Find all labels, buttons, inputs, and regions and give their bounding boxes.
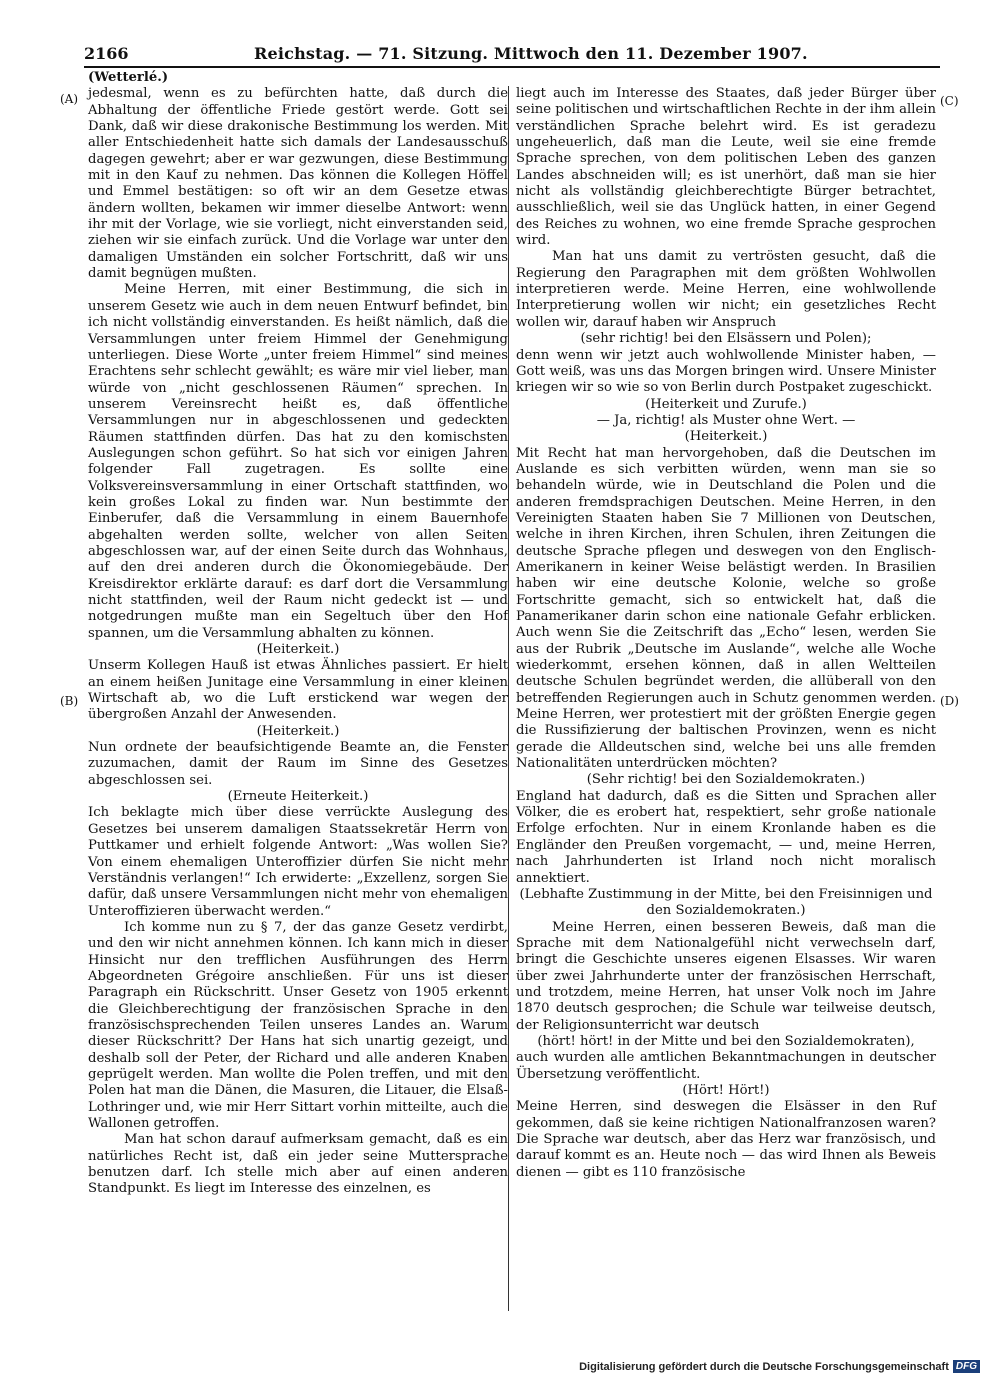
paragraph: jedesmal, wenn es zu befürchten hatte, daß durch die Abhaltung der öffentliche Friede gestört werde. Gott sei Dank, daß wir diese drakonische Bestimmung los werden. Mit aller Entschiedenheit hatte sich damals der Landesausschuß dagegen gewehrt; aber er war gezwungen, diese Bestimmung mit in den Kauf zu nehmen. Das können die Kollegen Höffel und Emmel bestätigen: so oft wir an dem Gesetze etwas ändern wollten, bekamen wir immer dieselbe Antwort: wenn ihr mit der Vorlage, wie sie vorliegt, nicht einverstanden seid, ziehen wir sie einfach zurück. Und die Vorlage war unter den damaligen Umständen ein solcher Fortschritt, daß wir uns damit begnügen mußten. — [88, 86, 508, 282]
page-header — [84, 44, 940, 68]
interjection: (Lebhafte Zustimmung in der Mitte, bei den Freisinnigen und den Sozialdemokraten.) — [519, 886, 933, 919]
paragraph: Ich beklagte mich über diese verrückte Auslegung des Gesetzes bei unserem damaligen Staatssekretär Herrn von Puttkamer und erhielt folgende Antwort: „Was wollen Sie? Von einem ehemaligen Unteroffizier dürfen Sie nicht mehr Verständnis verlangen!“ Ich erwiderte: „Exzellenz, sorgen Sie dafür, daß unsere Versammlungen nicht mehr von ehemaligen Unteroffizieren überwacht werden.“ — [88, 805, 508, 919]
margin-mark-d: (D) — [940, 694, 959, 708]
paragraph: liegt auch im Interesse des Staates, daß jeder Bürger über seine politischen und wirtschaftlichen Rechte in der ihm allein verständlichen Sprache belehrt wird. Es ist geradezu ungeheuerlich, daß man die Leute, weil sie eine fremde Sprache sprechen, von dem politischen Leben des ganzen Landes abschneiden will; es ist unerhört, daß man sie hier nicht als vollständig gleichberechtigte Bürger betrachtet, ausschließlich, weil sie das Unglück hatten, in einer Gegend des Reiches zu wohnen, wo eine fremde Sprache gesprochen wird. — [516, 86, 936, 249]
interjection: (Heiterkeit und Zurufe.) — [645, 396, 807, 412]
dfg-logo: DFG — [953, 1360, 980, 1373]
interjection: — Ja, richtig! als Muster ohne Wert. — — [596, 412, 856, 428]
page-number: 2166 — [84, 44, 129, 63]
margin-mark-c: (C) — [940, 94, 959, 108]
paragraph: Mit Recht hat man hervorgehoben, daß die Deutschen im Auslande es sich verbitten würden, wenn man sie so behandeln würde, wie in Deutschland die Polen und die anderen fremdsprachigen Deutschen. Meine Herren, in den Vereinigten Staaten haben Sie 7 Millionen von Deutschen, welche in ihren Kirchen, ihren Schulen, ihren Zeitungen die deutsche Sprache pflegen und deswegen von den Englisch-Amerikanern in keiner Weise belästigt werden. In Brasilien haben wir eine deutsche Kolonie, welche so große Fortschritte gemacht, sich so entwickelt hat, daß die Panamerikaner darin schon eine nationale Gefahr erblicken. Auch wenn Sie die Zeitschrift das „Echo“ lesen, werden Sie aus der Rubrik „Deutsche im Auslande“, welche alle Woche wiederkommt, ersehen können, daß in allen Weltteilen deutsche Schulen begründet werden, die allüberall von den betreffenden Regierungen auch in Schutz genommen werden. Meine Herren, wer protestiert mit der größten Energie gegen die Russifizierung der baltischen Provinzen, wenn es nicht gerade die Alldeutschen sind, welche bei uns alle fremden Nationalitäten unterdrücken möchten? — [516, 445, 936, 772]
right-column — [516, 86, 936, 1181]
paragraph: Meine Herren, einen besseren Beweis, daß man die Sprache mit dem Nationalgefühl nicht verwechseln darf, bringt die Geschichte unseres eigenen Elsasses. Wir waren über zwei Jahrhunderte unter der französischen Herrschaft, und trotzdem, meine Herren, hat unser Volk noch im Jahre 1870 deutsch gesprochen; die Schule war teilweise deutsch, der Religionsunterricht war deutsch — [516, 919, 936, 1033]
paragraph: Ich komme nun zu § 7, der das ganze Gesetz verdirbt, und den wir nicht annehmen können. Ich kann mich in dieser Hinsicht nur den trefflichen Ausführungen des Herrn Abgeordneten Grégoire anschließen. Für uns ist dieser Paragraph ein Rückschritt. Unser Gesetz von 1905 erkennt die Gleichberechtigung der französischen Sprache in den französischsprechenden Teilen unseres Landes an. Warum dieser Rückschritt? Der Hans hat sich unartig gezeigt, und deshalb soll der Peter, der Richard und alle anderen Knaben geprügelt werden. Man wollte die Polen treffen, und mit den Polen hat man die Dänen, die Masuren, die Litauer, die Elsaß-Lothringer und, wie mir Herr Sittart vorhin mitteilte, auch die Wallonen getroffen. — [88, 919, 508, 1131]
paragraph: Unserm Kollegen Hauß ist etwas Ähnliches passiert. Er hielt an einem heißen Junitage eine Versammlung in einer kleinen Wirtschaft ab, wo die Luft erstickend war wegen der übergroßen Anzahl der Anwesenden. — [88, 658, 508, 723]
paragraph: Nun ordnete der beaufsichtigende Beamte an, die Fenster zuzumachen, damit der Raum im Sinne des Gesetzes abgeschlossen sei. — [88, 740, 508, 788]
running-title: Reichstag. — 71. Sitzung. Mittwoch den 11. Dezember 1907. — [254, 44, 808, 63]
speaker-name: (Wetterlé.) — [88, 70, 169, 85]
paragraph: Meine Herren, sind deswegen die Elsässer in den Ruf gekommen, daß sie keine richtigen Nationalfranzosen waren? Die Sprache war deutsch, aber das Herz war französisch, und darauf kommt es an. Heute noch — das wird Ihnen als Beweis dienen — gibt es 110 französische — [516, 1099, 936, 1180]
interjection: (Heiterkeit.) — [684, 429, 768, 445]
interjection: (Erneute Heiterkeit.) — [227, 789, 369, 805]
interjection: (Sehr richtig! bei den Sozialdemokraten.) — [586, 772, 866, 788]
paragraph: Man hat uns damit zu vertrösten gesucht, daß die Regierung den Paragraphen mit dem größten Wohlwollen interpretieren werde. Meine Herren, eine wohlwollende Interpretierung wollen wir nicht; ein gesetzliches Recht wollen wir, darauf haben wir Anspruch — [516, 249, 936, 330]
paragraph: England hat dadurch, daß es die Sitten und Sprachen aller Völker, die es erobert hat, respektiert, sehr große nationale Erfolge erfochten. Nur in einem Kronlande haben es die Engländer den Preußen vorgemacht, — und, meine Herren, nach Jahrhunderten ist Irland noch nicht moralisch annektiert. — [516, 788, 936, 886]
left-column — [88, 70, 508, 1198]
paragraph: Meine Herren, mit einer Bestimmung, die sich in unserem Gesetz wie auch in dem neuen Entwurf befindet, bin ich nicht vollständig einverstanden. Es heißt nämlich, daß die Versammlungen unter freiem Himmel der Genehmigung unterliegen. Diese Worte „unter freiem Himmel“ sind meines Erachtens sehr schlecht gewählt; es wäre mir viel lieber, man würde von „nicht geschlossenen Räumen“ sprechen. In unserem Vereinsrecht heißt es, daß öffentliche Versammlungen nur in abgeschlossenen und gedeckten Räumen stattfinden dürfen. Das hat zu den komischsten Auslegungen schon geführt. So hat sich vor einigen Jahren folgender Fall zugetragen. Es sollte eine Volksvereinsversammlung in einer Ortschaft stattfinden, wo kein großes Lokal zu finden war. Nun bestimmte der Einberufer, daß die Versammlung in einem Bauernhofe abgehalten werden sollte, welcher von allen Seiten abgeschlossen war, auf der einen Seite durch das Wohnhaus, auf den drei anderen durch die Ökonomiegebäude. Der Kreisdirektor erklärte darauf: es darf dort die Versammlung nicht stattfinden, weil der Raum nicht gedeckt ist — und notgedrungen mußte man ein Segeltuch über den Hof spannen, um die Versammlung abhalten zu können. — [88, 282, 508, 641]
paragraph: auch wurden alle amtlichen Bekanntmachungen in deutscher Übersetzung veröffentlicht. — [516, 1050, 936, 1082]
interjection: (hört! hört! in der Mitte und bei den Sozialdemokraten), — [537, 1033, 915, 1049]
interjection: (Heiterkeit.) — [256, 642, 340, 658]
interjection: (sehr richtig! bei den Elsässern und Polen); — [580, 331, 872, 347]
column-divider — [508, 86, 509, 1311]
interjection: (Heiterkeit.) — [256, 723, 340, 739]
paragraph: Man hat schon darauf aufmerksam gemacht, daß es ein natürliches Recht ist, daß ein jeder seine Muttersprache benutzen darf. Ich stelle mich aber auf einen anderen Standpunkt. Es liegt im Interesse des einzelnen, es — [88, 1132, 508, 1197]
margin-mark-a: (A) — [60, 92, 79, 106]
header-rule — [84, 66, 940, 68]
paragraph: denn wenn wir jetzt auch wohlwollende Minister haben, — Gott weiß, was uns das Morgen bringen wird. Unsere Minister kriegen wir so wie so von Berlin durch Postpaket zugeschickt. — [516, 347, 936, 396]
footer-text: Digitalisierung gefördert durch die Deutsche Forschungsgemeinschaft — [579, 1360, 949, 1373]
margin-mark-b: (B) — [60, 694, 79, 708]
footer — [579, 1360, 980, 1373]
interjection: (Hört! Hört!) — [682, 1082, 770, 1098]
